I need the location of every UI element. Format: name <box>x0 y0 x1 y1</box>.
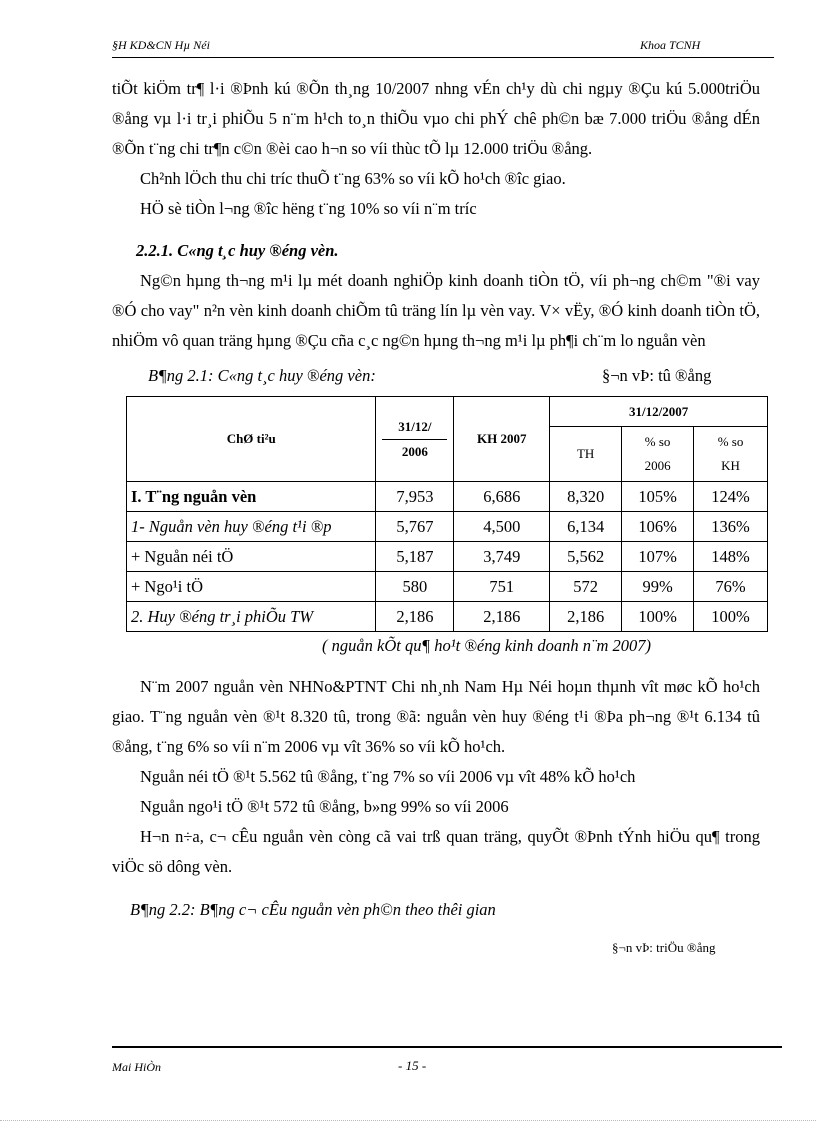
table1-caption: B¶ng 2.1: C«ng t¸c huy ®éng vèn: <box>148 366 376 385</box>
paragraph: Nguån néi tÖ ®¹t 5.562 tû ®ång, t¨ng 7% so víi 2006 vµ vît 48% kÕ ho¹ch <box>140 767 636 786</box>
cell-th: 6,134 <box>550 512 622 542</box>
col-header-2006-top: 31/12/ <box>382 419 447 440</box>
row-label: + Ngo¹i tÖ <box>127 572 376 602</box>
row-label: + Nguån néi tÖ <box>127 542 376 572</box>
row-label: I. T¨ng nguån vèn <box>127 482 376 512</box>
col-header-indicator: ChØ ti²u <box>127 397 376 482</box>
header-right: Khoa TCNH <box>640 38 701 52</box>
table-row <box>127 602 768 632</box>
table2-caption: B¶ng 2.2: B¶ng c¬ cÊu nguån vèn ph©n theo thêi gian <box>130 900 496 919</box>
table1-unit: §¬n vÞ: tû ®ång <box>602 366 712 385</box>
row-label: 2. Huy ®éng tr¸i phiÕu TW <box>127 602 376 632</box>
table-row <box>127 542 768 572</box>
section-heading: 2.2.1. C«ng t¸c huy ®éng vèn. <box>136 241 339 260</box>
cell-th: 2,186 <box>550 602 622 632</box>
col-header-th: TH <box>550 427 622 482</box>
cell-th: 5,562 <box>550 542 622 572</box>
paragraph: N¨m 2007 nguån vèn NHNo&PTNT Chi nh¸nh Nam Hµ Néi hoµn thµnh vît møc kÕ ho¹ch giao. T¨ng nguån vèn ®¹t 8.320 tû, trong ®ã: nguån vèn huy ®éng t¹i ®Þa ph¬ng ®¹t 6.134 tû ®ång, t¨ng 6% so víi n¨m 2006 vµ vît 36% so víi kÕ ho¹ch. <box>112 677 760 756</box>
row-label: 1- Nguån vèn huy ®éng t¹i ®p <box>127 512 376 542</box>
table-row <box>127 482 768 512</box>
cell-2006: 580 <box>376 572 454 602</box>
paragraph: Ng©n hµng th¬ng m¹i lµ mét doanh nghiÖp kinh doanh tiÒn tÖ, víi ph¬ng ch©m "®i vay ®Ó cho vay" n²n vèn kinh doanh chiÕm tû träng lín lµ vèn vay. V× vËy, ®Ó kinh doanh tiÒn tÖ, nhiÖm vô quan träng hµng ®Çu cña c¸c ng©n hµng th¬ng m¹i lµ ph¶i ch¨m lo nguån vèn <box>112 271 760 350</box>
cell-pct2006: 99% <box>622 572 694 602</box>
footer-divider <box>112 1046 782 1048</box>
paragraph: Ch²nh lÖch thu chi tríc thuÕ t¨ng 63% so víi kÕ ho¹ch ®îc giao. <box>140 169 566 188</box>
col-header-plan: KH 2007 <box>454 397 550 482</box>
page-number: - 15 - <box>398 1058 427 1073</box>
cell-th: 572 <box>550 572 622 602</box>
cell-2006: 5,187 <box>376 542 454 572</box>
header-divider <box>112 57 774 58</box>
cell-pctkh: 100% <box>694 602 768 632</box>
cell-plan: 2,186 <box>454 602 550 632</box>
cell-2006: 2,186 <box>376 602 454 632</box>
cell-pctkh: 76% <box>694 572 768 602</box>
footer-author: Mai HiÒn <box>112 1060 161 1074</box>
paragraph: H¬n n÷a, c¬ cÊu nguån vèn còng cã vai trß quan träng, quyÕt ®Þnh tÝnh hiÖu qu¶ trong viÖc sö dông vèn. <box>112 827 760 876</box>
col-header-2006 <box>376 397 454 482</box>
paragraph: tiÕt kiÖm tr¶ l·i ®Þnh kú ®Õn th¸ng 10/2007 nhng vÉn ch¹y dù chi ngµy ®Çu kú 5.000triÖu ®ång vµ l·i tr¸i phiÕu 5 n¨m h¹ch to¸n thiÕu vµo chi phÝ chê ph©n bæ 7.000 triÖu ®ång dÉn ®Õn t¨ng chi tr¶n c©n ®èi cao h¬n so víi thùc tÕ lµ 12.000 triÖu ®ång. <box>112 79 760 158</box>
cell-pct2006: 107% <box>622 542 694 572</box>
table1-source: ( nguån kÕt qu¶ ho¹t ®éng kinh doanh n¨m 2007) <box>322 636 652 655</box>
cell-pct2006: 105% <box>622 482 694 512</box>
cell-plan: 6,686 <box>454 482 550 512</box>
cell-pctkh: 148% <box>694 542 768 572</box>
col-header-pctkh <box>694 427 768 482</box>
cell-pct2006: 100% <box>622 602 694 632</box>
col-header-pctkh-bottom: KH <box>721 458 740 473</box>
header-left: §H KD&CN Hµ Néi <box>112 38 210 52</box>
cell-2006: 5,767 <box>376 512 454 542</box>
cell-plan: 4,500 <box>454 512 550 542</box>
cell-th: 8,320 <box>550 482 622 512</box>
funding-table <box>126 396 768 632</box>
col-header-2006-bottom: 2006 <box>401 443 428 459</box>
col-header-pct2006-bottom: 2006 <box>644 458 671 473</box>
cell-plan: 3,749 <box>454 542 550 572</box>
table2-unit: §¬n vÞ: triÖu ®ång <box>612 940 716 955</box>
page-body <box>112 74 760 956</box>
cell-pct2006: 106% <box>622 512 694 542</box>
col-header-group: 31/12/2007 <box>550 397 768 427</box>
col-header-pct2006 <box>622 427 694 482</box>
table1-caption-row <box>112 366 760 392</box>
page-edge <box>0 1120 816 1121</box>
cell-plan: 751 <box>454 572 550 602</box>
cell-pctkh: 124% <box>694 482 768 512</box>
col-header-pctkh-top: % so <box>717 434 744 449</box>
cell-pctkh: 136% <box>694 512 768 542</box>
table-row <box>127 572 768 602</box>
col-header-pct2006-top: % so <box>644 434 671 449</box>
paragraph: Nguån ngo¹i tÖ ®¹t 572 tû ®ång, b»ng 99% so víi 2006 <box>140 797 509 816</box>
paragraph: HÖ sè tiÒn l¬ng ®îc hëng t¨ng 10% so víi n¨m tríc <box>140 199 477 218</box>
cell-2006: 7,953 <box>376 482 454 512</box>
table-row <box>127 512 768 542</box>
